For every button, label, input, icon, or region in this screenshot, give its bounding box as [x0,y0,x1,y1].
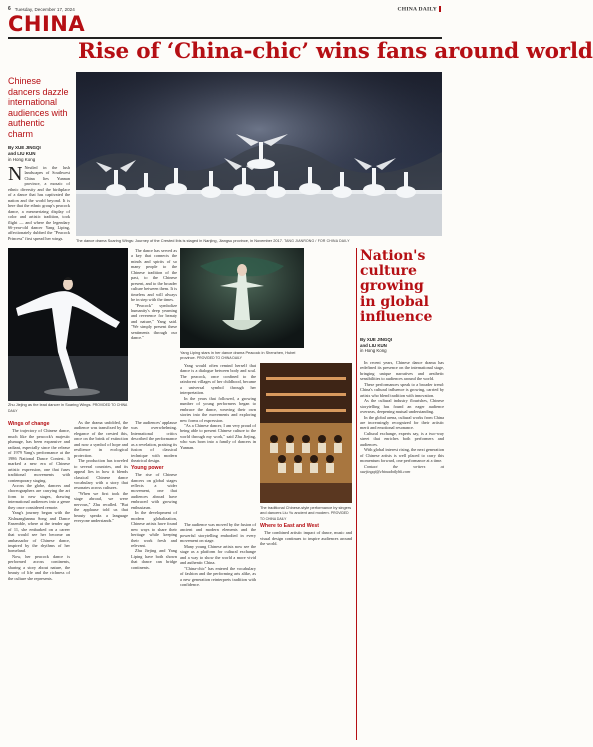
article-paragraph: The combined artistic impact of dance, music and visual design continues to inspire audiences around the world. [260,530,352,547]
paper-name [398,6,442,12]
sidebar-paragraph: These performances speak to a broader trend: China's cultural influence is growing, carried by artists who blend tradition with innovation. [360,381,444,398]
orchestra-photo-caption [260,505,352,522]
article-paragraph: The trajectory of Chinese dance, much like the peacock's majestic plumage, has been expansive and radiant, especially since the release of 1979 Yang's performance at the 1986 National Dance Contest. It marked a new era of Chinese artistic expression, one that fuses traditional movements with contemporary staging. [8,428,70,483]
caption-text: Yang Liping stars in her dance drama Peacock in Shenzhen, Hubei province. [180,350,296,360]
article-paragraph: As the drama unfolded, the audience was transfixed by the elegance of the crested ibis, once on the brink of extinction and now a symbol of hope and resilience in ecological protection. [74,420,128,458]
article-paragraph: Yang's journey began with the Xishuangbanna Song and Dance Ensemble, where at the tender age of 11, she embarked on a career that would see her become an ambassador of Chinese dance, inspired by the rhythms of her homeland. [8,510,70,554]
sidebar-byline [360,337,444,354]
deck: Chinese dancers dazzle international audiences with authentic charm [8,76,69,139]
sidebar-contact [360,464,444,475]
byline-location: in Hong Kong [8,156,36,162]
caption-text: Zhu Jiejing as the lead dancer in Soaring Wings. [8,402,92,407]
article-paragraph [8,165,70,241]
contact-email: xuejingqi@chinadailyhk.com [360,469,411,475]
subhead: Wings of change [8,421,50,427]
sidebar-paragraph: With global interest rising, the next generation of Chinese artists is well placed to carry this momentum forward, one performance at a time. [360,447,444,464]
article-paragraph: "As a Chinese dancer, I am very proud of being able to present Chinese culture to the world through my work," said Zhu Jiejing, who was born into a family of dancers in Yunnan. [180,422,256,450]
article-column-5 [74,420,128,742]
dancer-photo-image [8,248,128,401]
byline-authors: By XUE JINGQI [8,145,41,150]
article-paragraph: In the development of modern globalization, Chinese artists have found new ways to share their heritage while keeping their work fresh and relevant. [131,510,177,548]
article-paragraph: Yang would often remind herself that dance is a dialogue between body and soul. The peacock, once confined to the rainforest villages of her childhood, became a universal symbol through her interpretation. [180,363,256,396]
article-paragraph: Many young Chinese artists now see the stage as a platform for cultural exchange and a way to show the world a more vivid and authentic China. [180,543,256,566]
sidebar-byline-author: By XUE JINGQI [360,337,392,342]
article-text: Nestled in the lush landscapes of Southwest China lies Yunnan province, a mosaic of ethnic diversity and the birthplace of a dance that has captivated the nation and the world beyond. It is here that the ethnic group's peacock dance, a mesmerizing display of color and artistic tradition, took flight — and where the legendary 66-year-old dancer Yang Liping, affectionately dubbed the "Peacock Princess" first spread her wings. [8,165,70,241]
article-paragraph: The production has traveled to several countries, and its appeal lies in how it blends classical Chinese dance vocabulary with a story that resonates across cultures. [74,458,128,491]
stage-photo-caption [76,238,442,244]
peacock-photo-image [180,248,304,348]
article-paragraph: Zhu Jiejing and Yang Liping have both shown that dance can bridge continents. [131,548,177,570]
paper-name-text: CHINA DAILY [397,6,437,13]
sidebar-headline: Nation's culture growing in global influence [360,248,433,325]
stage-photo [76,72,442,236]
article-paragraph: The dance has served as a key that connects the minds and spirits of so many people to the Chinese tradition of the past, to the Chinese present, and to the broader culture between them. It is timeless and will always be in step with the times. [131,248,177,303]
headline: Rise of ‘China-chic’ wins fans around world [78,39,593,64]
caption-credit: PROVIDED TO CHINA DAILY [196,356,242,360]
orchestra-photo [260,363,352,503]
sidebar-byline-location: in Hong Kong [360,348,387,354]
article-column-1 [8,165,70,245]
stage-photo-image [76,72,442,236]
article-column-6 [131,420,177,742]
article-paragraph: The audiences' applause was overwhelming. International critics described the performance as a revelation, praising its fusion of classical technique with modern theatrical design. [131,420,177,464]
sidebar-byline-author-2: and LIU KUN [360,342,387,348]
orchestra-photo-image [260,363,352,503]
sidebar-paragraph: As the cultural industry flourishes, Chinese storytelling has found an eager audience overseas, deepening mutual understanding. [360,398,444,415]
subhead: Where to East and West [260,523,319,529]
article-paragraph: "When we first took the stage abroad, we were nervous," Zhu recalled. "But the applause told us that beauty speaks a language everyone understands." [74,490,128,524]
contact-label: Contact the writers at [364,463,444,469]
article-column-8 [260,522,352,742]
drop-cap: N [8,163,23,185]
peacock-photo [180,248,304,348]
caption-credit: TANG JIANRONG / FOR CHINA DAILY [284,239,350,243]
subhead: Young power [131,464,164,471]
dancer-photo-caption [8,402,128,414]
article-column-7 [180,522,256,742]
caption-credit: PROVIDED TO CHINA DAILY [8,403,128,413]
article-paragraph: The audience was moved by the fusion of ancient and modern elements and the powerful storytelling embodied in every movement on stage. [180,522,256,544]
article-paragraph: In the years that followed, a growing number of young performers began to embrace the dance, weaving their own stories into the movements and exploring new forms of expression. [180,395,256,423]
sidebar-paragraph: Cultural exchange, experts say, is a two-way street that enriches both performers and audiences. [360,430,444,447]
sidebar-body [360,360,444,742]
sidebar-paragraph: In the global arena, cultural works from China are increasingly recognized for their artistic merit and emotional resonance. [360,414,444,431]
logo-bar [439,6,441,12]
page-number: 6 [8,6,11,12]
issue-date: Tuesday, December 17, 2024 [14,6,75,12]
article-paragraph: Across the globe, dancers and choreographers are carrying the art form to new stages, drawing international audiences into a genre they once considered remote. [8,482,70,510]
sidebar-divider [356,248,357,740]
article-paragraph: The rise of Chinese dancers on global stages reflects a wider movement, one that audiences abroad have embraced with growing enthusiasm. [131,472,177,510]
sidebar-paragraph: In recent years, Chinese dance drama has redefined its presence on the international stage, bringing unique narratives and aesthetic sensibilities to audiences around the world. [360,360,444,382]
byline-authors-2: and LIU KUN [8,150,36,156]
section-title: CHINA [8,12,86,36]
article-column-2 [131,248,177,413]
article-paragraph: Now, her peacock dance is performed across continents, sharing a story about nature, the beauty of life and the richness of the culture she represents. [8,553,70,581]
caption-text: The dance drama Soaring Wings: Journey of the Crested Ibis is staged in Nanjing, Jiangsu province, in November 2017. [76,238,283,243]
caption-credit: PROVIDED TO CHINA DAILY [260,511,349,521]
byline [8,145,70,162]
article-column-3 [180,363,256,503]
peacock-photo-caption [180,350,304,361]
dancer-photo [8,248,128,401]
article-paragraph: "Peacock" symbolize humanity's deep yearning and reverence for beauty and nature," Yang said. "We simply present these sentiments through our dance." [131,302,177,341]
caption-text: The traditional Chinese-style performance by singers and dancers Liu Yu ancient and modern. [260,505,352,515]
article-paragraph: "China-chic" has entered the vocabulary of fashion and the performing arts alike, as a new generation reinterprets tradition with confidence. [180,565,256,587]
article-column-4 [8,420,70,742]
